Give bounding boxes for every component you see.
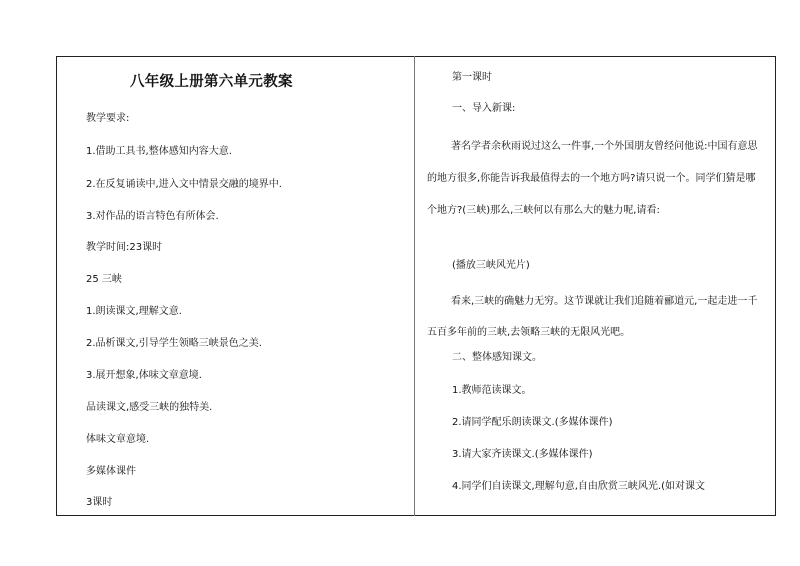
key-point: 品读课文,感受三峡的独特美. xyxy=(86,402,213,413)
class-hours: 3课时 xyxy=(86,497,113,508)
play-note: (播放三峡风光片) xyxy=(452,260,530,271)
section-heading: 一、导入新课: xyxy=(452,103,516,114)
section-heading: 二、整体感知课文。 xyxy=(452,352,542,363)
step-item: 1.教师范读课文。 xyxy=(452,385,532,396)
session-label: 第一课时 xyxy=(452,72,492,83)
lesson-goal-item: 1.朗读课文,理解文意. xyxy=(86,306,182,317)
lesson-goal-item: 3.展开想象,体味文章意境. xyxy=(86,370,202,381)
column-divider xyxy=(414,56,415,516)
requirements-heading: 教学要求: xyxy=(86,113,130,124)
requirement-item: 1.借助工具书,整体感知内容大意. xyxy=(86,146,232,157)
step-item: 3.请大家齐读课文.(多媒体课件) xyxy=(452,449,593,460)
intro-paragraph: 著名学者余秋雨说过这么一件事,一个外国朋友曾经问他说:中国有意思的地方很多,你能告诉我最值得去的一个地方吗?请只说一个。同学们猜是哪个地方?(三峡)那么,三峡何以有那么大的魅力呢,请看: xyxy=(427,141,758,216)
step-item: 4.同学们自读课文,理解句意,自由欣赏三峡风光.(如对课文 xyxy=(452,481,705,492)
lesson-goal-item: 2.品析课文,引导学生领略三峡景色之美. xyxy=(86,338,262,349)
document-title: 八年级上册第六单元教案 xyxy=(130,73,293,90)
transition-paragraph: 看来,三峡的确魅力无穷。这节课就让我们追随着郦道元,一起走进一千五百多年前的三峡,去领略三峡的无限风光吧。 xyxy=(427,296,758,338)
difficulty: 体味文章意境. xyxy=(86,434,150,445)
teaching-time: 教学时间:23课时 xyxy=(86,242,163,253)
teaching-aid: 多媒体课件 xyxy=(86,466,136,477)
requirement-item: 3.对作品的语言特色有所体会. xyxy=(86,211,219,222)
requirement-item: 2.在反复诵读中,进入文中情景交融的境界中. xyxy=(86,179,282,190)
step-item: 2.请同学配乐朗读课文.(多媒体课件) xyxy=(452,417,613,428)
lesson-title: 25 三峡 xyxy=(86,274,122,285)
